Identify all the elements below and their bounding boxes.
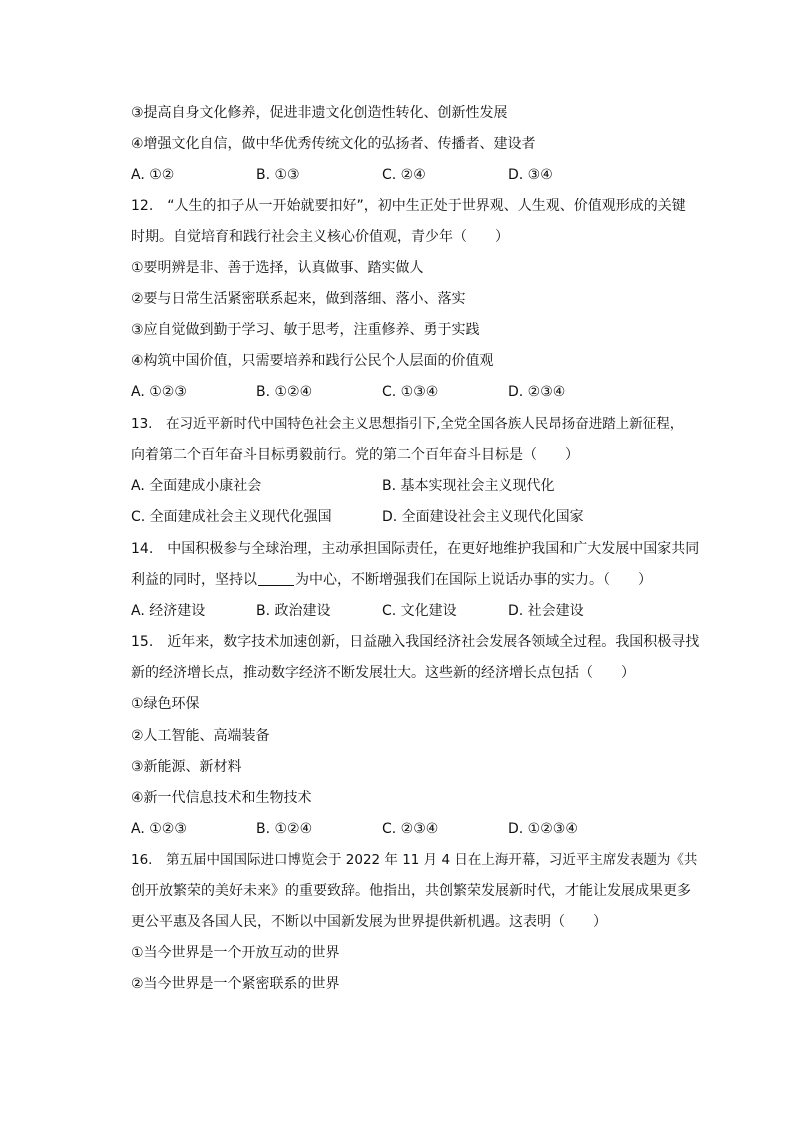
q13-stem-line-1: 13. 在习近平新时代中国特色社会主义思想指引下,全党全国各族人民昂扬奋进踏上新征程， <box>131 416 684 432</box>
q11-item-3: ③提高自身文化修养，促进非遗文化创造性转化、创新性发展 <box>131 105 508 121</box>
q16-stem-line-3: 更公平惠及各国人民，不断以中国新发展为世界提供新机遇。这表明（ ） <box>131 914 607 930</box>
q14-option-a: A. 经济建设 <box>131 603 206 619</box>
q13-option-c: C. 全面建成社会主义现代化强国 <box>131 509 332 525</box>
q13-option-d: D. 全面建设社会主义现代化国家 <box>382 509 584 525</box>
q11-option-c: C. ②④ <box>382 167 426 183</box>
q15-item-3: ③新能源、新材料 <box>131 759 242 775</box>
q15-item-1: ①绿色环保 <box>131 696 200 712</box>
q14-stem-line-1: 14. 中国积极参与全球治理，主动承担国际责任，在更好地维护我国和广大发展中国家共同 <box>131 541 700 557</box>
q16-stem-line-2: 创开放繁荣的美好未来》的重要致辞。他指出，共创繁荣发展新时代，才能让发展成果更多 <box>131 883 691 899</box>
q12-option-a: A. ①②③ <box>131 384 187 400</box>
q15-item-4: ④新一代信息技术和生物技术 <box>131 790 312 806</box>
q15-option-c: C. ②③④ <box>382 821 439 837</box>
q12-item-4: ④构筑中国价值，只需要培养和践行公民个人层面的价值观 <box>131 353 494 369</box>
q16-stem-line-1: 16. 第五届中国国际进口博览会于 2022 年 11 月 4 日在上海开幕，习近平主席发表题为《共 <box>131 852 698 868</box>
q14-option-c: C. 文化建设 <box>382 603 457 619</box>
q11-option-d: D. ③④ <box>508 167 553 183</box>
q11-option-a: A. ①② <box>131 167 175 183</box>
q12-option-c: C. ①③④ <box>382 384 439 400</box>
q13-option-a: A. 全面建成小康社会 <box>131 478 262 494</box>
q12-option-b: B. ①②④ <box>256 384 313 400</box>
q13-option-b: B. 基本实现社会主义现代化 <box>382 478 555 494</box>
q15-option-d: D. ①②③④ <box>508 821 578 837</box>
q12-item-3: ③应自觉做到勤于学习、敏于思考，注重修养、勇于实践 <box>131 322 480 338</box>
q16-item-2: ②当今世界是一个紧密联系的世界 <box>131 976 340 992</box>
q12-option-d: D. ②③④ <box>508 384 566 400</box>
q15-stem-line-2: 新的经济增长点，推动数字经济不断发展壮大。这些新的经济增长点包括（ ） <box>131 665 635 681</box>
q12-item-1: ①要明辨是非、善于选择，认真做事、踏实做人 <box>131 260 424 276</box>
q14-stem-line-2 <box>131 569 701 591</box>
q14-stem-after-blank: 为中心，不断增强我们在国际上说话办事的实力。（ ） <box>295 572 652 588</box>
q13-stem-line-2: 向着第二个百年奋斗目标勇毅前行。党的第二个百年奋斗目标是（ ） <box>131 447 579 463</box>
q15-item-2: ②人工智能、高端装备 <box>131 728 270 744</box>
q11-option-b: B. ①③ <box>256 167 300 183</box>
q15-option-a: A. ①②③ <box>131 821 187 837</box>
q14-option-d: D. 社会建设 <box>508 603 584 619</box>
q12-stem-line-2: 时期。自觉培育和践行社会主义核心价值观，青少年（ ） <box>131 229 509 245</box>
q11-item-4: ④增强文化自信，做中华优秀传统文化的弘扬者、传播者、建设者 <box>131 136 536 152</box>
q16-item-1: ①当今世界是一个开放互动的世界 <box>131 945 340 961</box>
q14-stem-before-blank: 利益的同时，坚持以 <box>131 572 257 588</box>
q14-option-b: B. 政治建设 <box>256 603 331 619</box>
q15-option-b: B. ①②④ <box>256 821 313 837</box>
q12-item-2: ②要与日常生活紧密联系起来，做到落细、落小、落实 <box>131 291 466 307</box>
q15-stem-line-1: 15. 近年来，数字技术加速创新，日益融入我国经济社会发展各领域全过程。我国积极寻找 <box>131 634 700 650</box>
q12-stem-line-1: 12. “人生的扣子从一开始就要扣好”，初中生正处于世界观、人生观、价值观形成的关键 <box>131 198 686 214</box>
answer-blank <box>258 585 294 586</box>
